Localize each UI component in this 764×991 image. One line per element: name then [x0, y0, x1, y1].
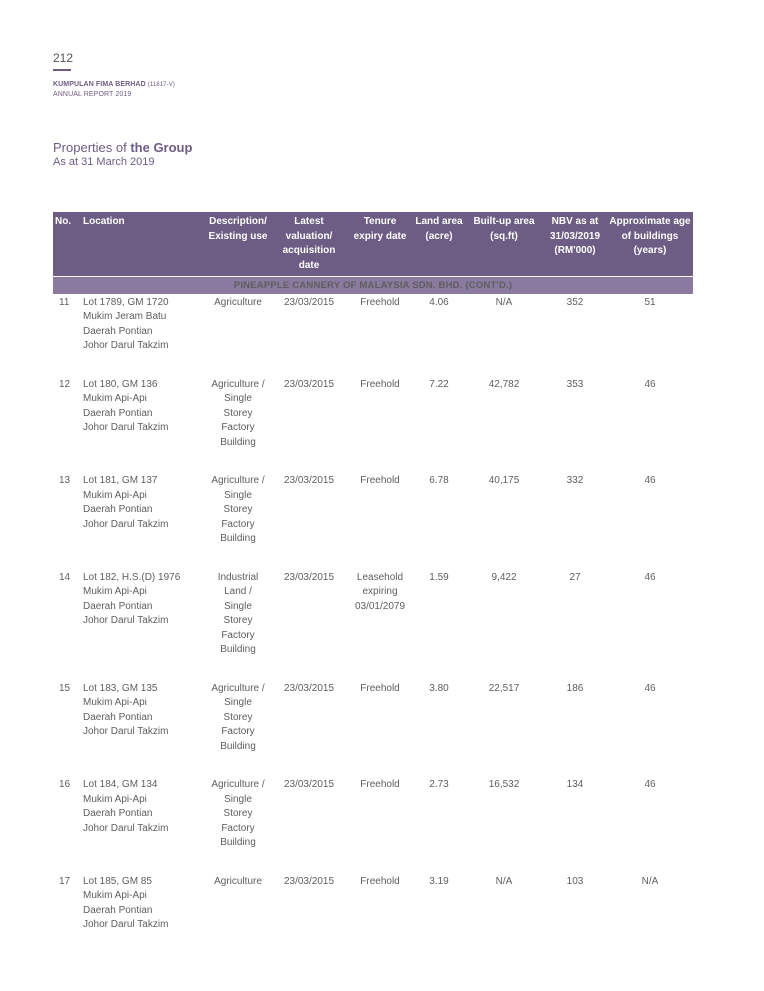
cell-no: 17 — [59, 875, 71, 887]
cell-tenure: Freehold — [360, 779, 400, 790]
cell-built-up: 22,517 — [488, 682, 520, 694]
table-row — [53, 569, 693, 680]
page-number-rule — [53, 69, 71, 71]
cell-age: 46 — [644, 378, 656, 390]
cell-land-area: 3.80 — [429, 682, 449, 694]
cell-location: Lot 180, GM 136 Mukim Api-Api Daerah Pontian Johor Darul Takzim — [83, 378, 169, 433]
cell-land-area: 4.06 — [429, 296, 449, 308]
cell-built-up: N/A — [495, 296, 513, 308]
cell-tenure: Freehold — [360, 475, 400, 486]
cell-location: Lot 1789, GM 1720 Mukim Jeram Batu Daerah Pontian Johor Darul Takzim — [83, 296, 169, 351]
cell-description: Agriculture / Single Storey Factory Building — [211, 475, 265, 544]
header-land-area: Land area (acre) — [413, 212, 465, 277]
cell-nbv: 103 — [566, 875, 584, 887]
cell-no: 11 — [59, 296, 70, 308]
header-nbv: NBV as at 31/03/2019 (RM'000) — [543, 212, 607, 277]
cell-valuation: 23/03/2015 — [283, 475, 335, 486]
cell-age: 46 — [644, 571, 656, 583]
cell-location: Lot 181, GM 137 Mukim Api-Api Daerah Pontian Johor Darul Takzim — [83, 475, 169, 530]
cell-tenure: Leasehold expiring 03/01/2079 — [354, 571, 406, 612]
company-header — [53, 80, 175, 99]
table-row — [53, 873, 693, 955]
cell-tenure: Freehold — [360, 875, 400, 887]
cell-built-up: 40,175 — [488, 475, 520, 486]
cell-age: 46 — [644, 779, 656, 790]
cell-age: 46 — [644, 682, 656, 694]
cell-no: 14 — [59, 571, 71, 583]
cell-nbv: 352 — [566, 296, 584, 308]
cell-valuation: 23/03/2015 — [283, 571, 335, 583]
cell-built-up: 16,532 — [488, 779, 520, 790]
cell-tenure: Freehold — [360, 296, 400, 308]
header-tenure: Tenure expiry date — [347, 212, 413, 277]
page-subtitle: As at 31 March 2019 — [53, 156, 155, 168]
properties-table — [53, 212, 693, 955]
cell-land-area: 7.22 — [429, 378, 449, 390]
cell-valuation: 23/03/2015 — [283, 779, 335, 790]
cell-description: Agriculture / Single Storey Factory Building — [211, 682, 265, 752]
cell-nbv: 27 — [569, 571, 581, 583]
cell-nbv: 332 — [566, 475, 584, 486]
cell-location: Lot 185, GM 85 Mukim Api-Api Daerah Pontian Johor Darul Takzim — [83, 875, 169, 930]
cell-location: Lot 183, GM 135 Mukim Api-Api Daerah Pontian Johor Darul Takzim — [83, 682, 169, 737]
cell-tenure: Freehold — [360, 378, 400, 390]
cell-land-area: 2.73 — [429, 779, 449, 790]
cell-description: Agriculture — [214, 296, 262, 308]
company-registration: (11817-V) — [147, 82, 175, 88]
cell-location: Lot 184, GM 134 Mukim Api-Api Daerah Pontian Johor Darul Takzim — [83, 779, 169, 834]
cell-description: Agriculture — [214, 875, 262, 887]
company-name: KUMPULAN FIMA BERHAD — [53, 81, 146, 88]
header-no: No. — [53, 212, 81, 277]
cell-description: Industrial Land / Single Storey Factory Building — [217, 571, 259, 655]
header-description: Description/ Existing use — [205, 212, 271, 277]
report-name: ANNUAL REPORT 2019 — [53, 91, 132, 98]
header-age: Approximate age of buildings (years) — [607, 212, 693, 277]
cell-built-up: N/A — [495, 875, 513, 887]
page-title-prefix: Properties of — [53, 140, 131, 155]
cell-built-up: 9,422 — [491, 571, 517, 583]
cell-age: 46 — [644, 475, 656, 486]
page-number: 212 — [53, 51, 74, 65]
header-location: Location — [81, 212, 205, 277]
cell-valuation: 23/03/2015 — [283, 875, 335, 887]
table-row — [53, 776, 693, 873]
section-title: PINEAPPLE CANNERY OF MALAYSIA SDN. BHD. (CONT'D.) — [53, 277, 693, 294]
table-row — [53, 294, 693, 376]
cell-valuation: 23/03/2015 — [283, 378, 335, 390]
table-row — [53, 472, 693, 569]
cell-no: 12 — [59, 378, 71, 390]
section-row — [53, 277, 693, 294]
cell-no: 13 — [59, 475, 71, 486]
cell-land-area: 3.19 — [429, 875, 449, 887]
table-header-row — [53, 212, 693, 277]
cell-nbv: 353 — [566, 378, 584, 390]
table-row — [53, 376, 693, 473]
cell-land-area: 6.78 — [429, 475, 449, 486]
cell-no: 15 — [59, 682, 71, 694]
cell-valuation: 23/03/2015 — [283, 682, 335, 694]
cell-nbv: 186 — [566, 682, 584, 694]
cell-age: N/A — [641, 875, 659, 887]
cell-description: Agriculture / Single Storey Factory Building — [211, 378, 265, 448]
cell-tenure: Freehold — [360, 682, 400, 694]
cell-no: 16 — [59, 779, 71, 790]
header-built-up: Built-up area (sq.ft) — [465, 212, 543, 277]
cell-description: Agriculture / Single Storey Factory Building — [211, 779, 265, 848]
page-title-bold: the Group — [130, 140, 193, 155]
page-title — [53, 140, 192, 155]
cell-valuation: 23/03/2015 — [283, 296, 335, 308]
cell-built-up: 42,782 — [488, 378, 520, 390]
cell-nbv: 134 — [566, 779, 584, 790]
header-valuation: Latest valuation/ acquisition date — [271, 212, 347, 277]
cell-age: 51 — [644, 296, 656, 308]
cell-land-area: 1.59 — [429, 571, 449, 583]
table-row — [53, 680, 693, 777]
cell-location: Lot 182, H.S.(D) 1976 Mukim Api-Api Daerah Pontian Johor Darul Takzim — [83, 571, 181, 626]
